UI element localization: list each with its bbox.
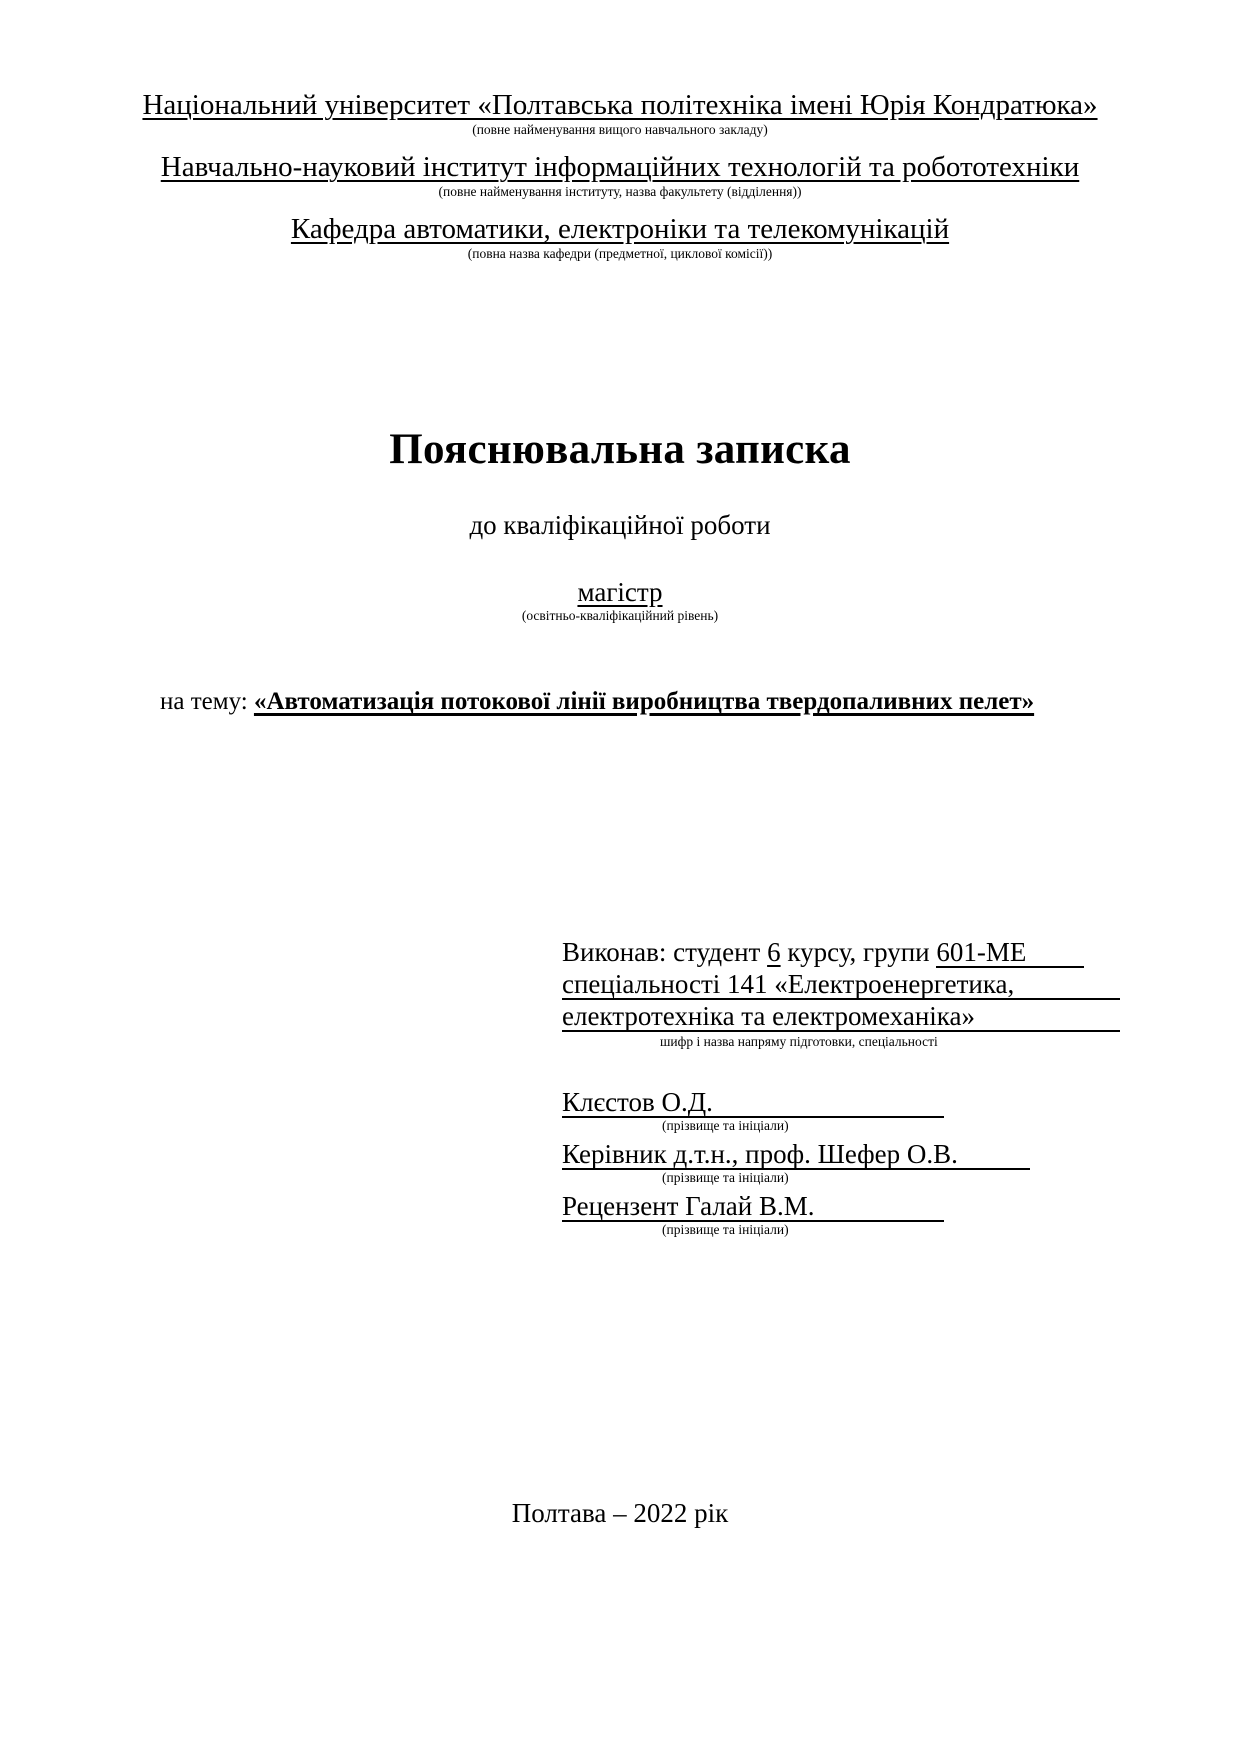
department-name: Кафедра автоматики, електроніки та телекомунікацій	[290, 213, 950, 245]
topic-prefix: на тему:	[160, 688, 254, 715]
degree-line	[0, 576, 1240, 608]
institute-name-line	[0, 150, 1240, 184]
student-name-field	[562, 1088, 944, 1118]
course-label: курсу, групи	[780, 937, 937, 967]
group-number: 601-МЕ	[936, 937, 1027, 967]
university-name: Національний університет «Полтавська політехніка імені Юрія Кондратюка»	[142, 89, 1098, 121]
institute-name: Навчально-науковий інститут інформаційних технологій та робототехніки	[160, 151, 1080, 183]
signature-supervisor	[562, 1138, 1030, 1170]
specialty-caption: шифр і назва напряму підготовки, спеціальності	[660, 1034, 938, 1049]
university-name-line	[0, 88, 1240, 122]
signature-student	[562, 1086, 944, 1118]
department-name-line	[0, 212, 1240, 246]
supervisor-name: Керівник д.т.н., проф. Шефер О.В.	[562, 1139, 958, 1169]
reviewer-name: Рецензент Галай В.М.	[562, 1191, 815, 1221]
reviewer-caption: (прізвище та ініціали)	[662, 1222, 789, 1237]
city-year: Полтава – 2022 рік	[511, 1498, 729, 1528]
topic-line	[160, 686, 1034, 718]
document-title: Пояснювальна записка	[389, 426, 851, 473]
author-line-2	[562, 968, 1120, 1000]
degree: магістр	[577, 577, 663, 607]
university-caption: (повне найменування вищого навчального закладу)	[472, 122, 768, 137]
document-subtitle: до кваліфікаційної роботи	[469, 510, 771, 540]
reviewer-name-field	[562, 1192, 944, 1222]
student-caption: (прізвище та ініціали)	[662, 1118, 789, 1133]
signature-reviewer	[562, 1190, 944, 1222]
author-info	[562, 936, 1120, 1032]
performed-by-label: Виконав: студент	[562, 937, 768, 967]
supervisor-name-field	[562, 1140, 1030, 1170]
group-field	[936, 938, 1084, 968]
student-name: Клєстов О.Д.	[562, 1087, 713, 1117]
department-caption: (повна назва кафедри (предметної, циклової комісії))	[467, 246, 773, 261]
author-line-1	[562, 936, 1120, 968]
specialty-line-2: електротехніка та електромеханіка»	[562, 1002, 1120, 1032]
degree-caption: (освітньо-кваліфікаційний рівень)	[521, 608, 719, 623]
supervisor-caption: (прізвище та ініціали)	[662, 1170, 789, 1185]
topic-title: «Автоматизація потокової лінії виробництва твердопаливних пелет»	[253, 688, 1035, 715]
author-line-3	[562, 1000, 1120, 1032]
specialty-line-1: спеціальності 141 «Електроенергетика,	[562, 970, 1120, 1000]
course-number: 6	[767, 937, 781, 967]
institute-caption: (повне найменування інституту, назва факультету (відділення))	[438, 184, 802, 199]
